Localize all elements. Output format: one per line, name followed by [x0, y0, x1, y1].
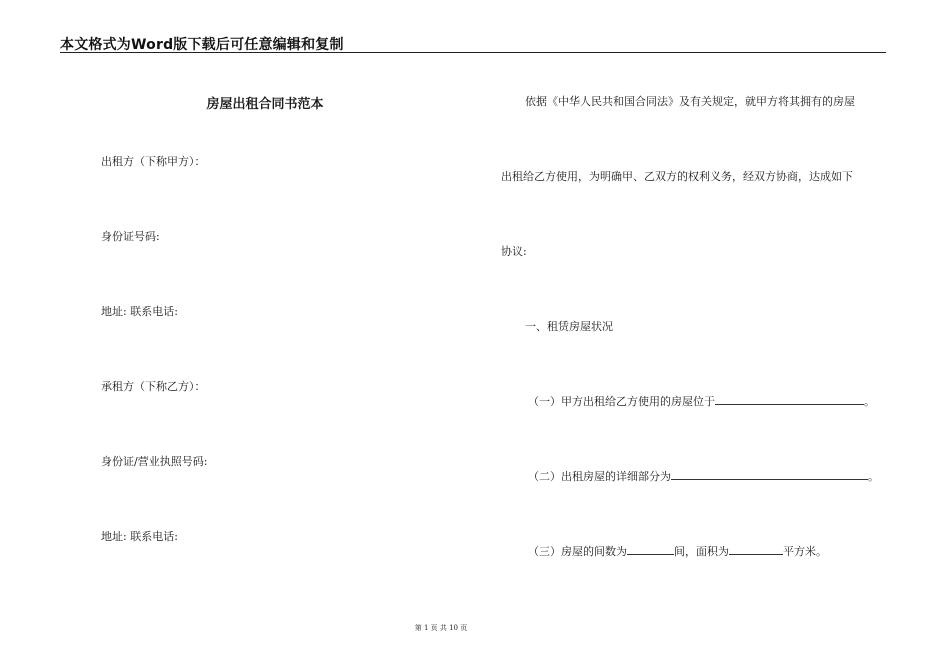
page-number: 第 1 页 共 10 页: [414, 624, 468, 632]
clause-details: [528, 468, 879, 484]
lessor-id-label: 身份证号码:: [101, 230, 160, 243]
lessee-address-label: 地址: 联系电话:: [101, 530, 178, 543]
area-blank: [729, 543, 783, 555]
rooms-blank: [627, 543, 674, 555]
clause-details-text: （二）出租房屋的详细部分为: [528, 470, 671, 483]
clause-rooms-text: （三）房屋的间数为: [528, 545, 627, 558]
section-1-heading: 一、租赁房屋状况: [525, 320, 613, 333]
intro-line-1: 依据《中华人民共和国合同法》及有关规定，就甲方将其拥有的房屋: [525, 95, 855, 108]
clause-location-text: （一）甲方出租给乙方使用的房屋位于: [528, 395, 715, 408]
document-title: 房屋出租合同书范本: [206, 97, 324, 112]
clause-details-end: 。: [868, 470, 879, 483]
lessee-label: 承租方（下称乙方）：: [101, 380, 206, 393]
download-banner: 本文格式为Word版下载后可任意编辑和复制: [60, 37, 344, 53]
intro-line-2: 出租给乙方使用，为明确甲、乙双方的权利义务，经双方协商，达成如下: [501, 170, 853, 183]
clause-rooms-area: [528, 543, 827, 559]
clause-area-unit: 平方米。: [783, 545, 827, 558]
header-divider: [60, 52, 886, 53]
details-blank: [671, 468, 868, 480]
clause-location-end: 。: [864, 395, 875, 408]
intro-line-3: 协议:: [501, 245, 527, 258]
lessee-id-label: 身份证/营业执照号码:: [101, 455, 208, 468]
location-blank: [715, 393, 864, 405]
lessor-label: 出租方（下称甲方）：: [101, 155, 206, 168]
lessor-address-label: 地址: 联系电话:: [101, 305, 178, 318]
clause-area-text: 间，面积为: [674, 545, 729, 558]
clause-location: [528, 393, 875, 409]
